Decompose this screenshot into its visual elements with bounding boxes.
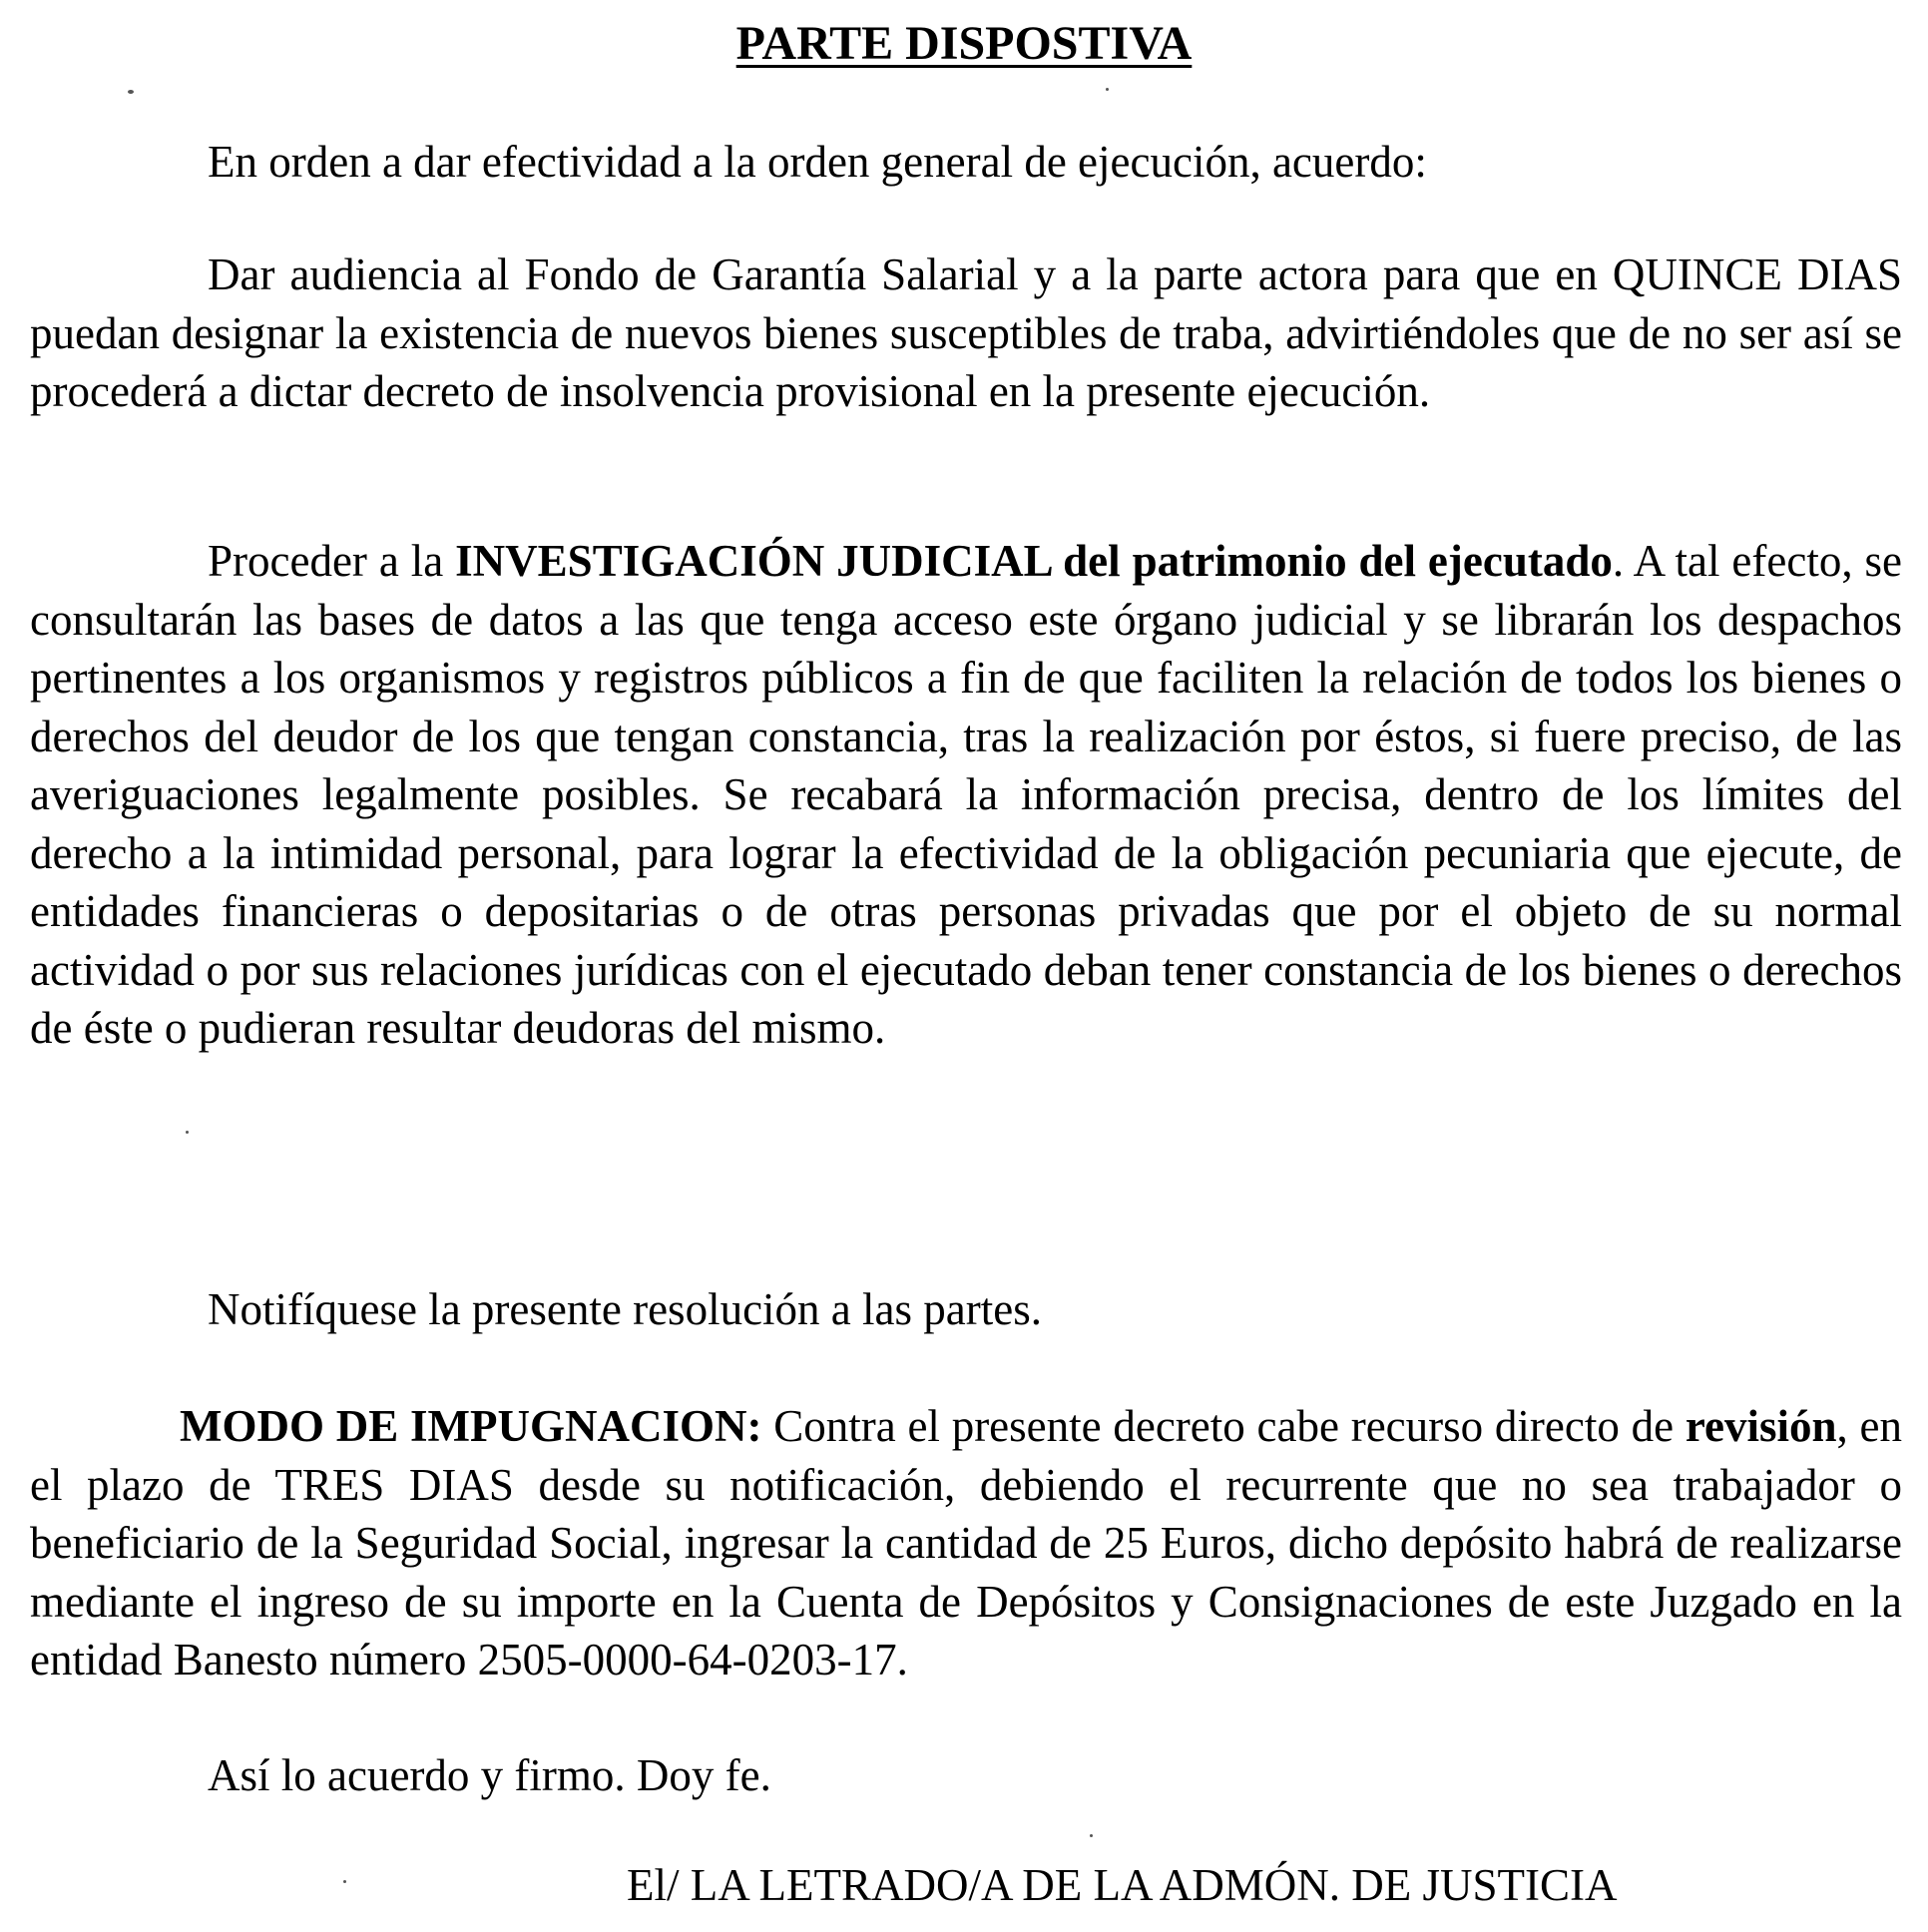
scan-speck [1106,88,1109,91]
investigacion-lead: Proceder a la [208,536,456,586]
paragraph-firmo: Así lo acuerdo y firmo. Doy fe. [208,1750,771,1800]
signature-line: El/ LA LETRADO/A DE LA ADMÓN. DE JUSTICIA [627,1860,1618,1910]
paragraph-investigacion [30,532,1902,1058]
impugnacion-text-b: , en el plazo de TRES DIAS desde su notificación, debiendo el recurrente que no sea trabajador o beneficiario de la Seguridad Social, ingresar la cantidad de 25 Euros, dicho depósito habrá de realizarse mediante el ingreso de su importe en la Cuenta de Depósitos y Consignaciones de este Juzgado en la entidad Banesto número 2505-0000-64-0203-17. [30,1401,1902,1685]
paragraph-impugnacion [30,1397,1902,1690]
title-text: PARTE DISPOSTIVA [735,17,1193,70]
scan-speck [186,1131,189,1134]
scan-speck [343,1880,346,1883]
document-title [0,14,1928,74]
scan-speck [128,90,134,94]
paragraph-audiencia: Dar audiencia al Fondo de Garantía Salarial y a la parte actora para que en QUINCE DIAS puedan designar la existencia de nuevos bienes susceptibles de traba, advirtiéndoles que de no ser así se procederá a dictar decreto de insolvencia provisional en la presente ejecución. [30,249,1902,416]
scan-speck [1090,1834,1093,1837]
impugnacion-revision: revisión [1685,1401,1837,1451]
impugnacion-text-a: Contra el presente decreto cabe recurso directo de [761,1401,1686,1451]
impugnacion-heading: MODO DE IMPUGNACION: [180,1401,762,1451]
investigacion-bold: INVESTIGACIÓN JUDICIAL del patrimonio del ejecutado [455,536,1613,586]
investigacion-rest: . A tal efecto, se consultarán las bases de datos a las que tenga acceso este órgano judicial y se librarán los despachos pertinentes a los organismos y registros públicos a fin de que faciliten la relación de todos los bienes o derechos del deudor de los que tengan constancia, tras la realización por éstos, si fuere preciso, de las averiguaciones legalmente posibles. Se recabará la información precisa, dentro de los límites del derecho a la intimidad personal, para lograr la efectividad de la obligación pecuniaria que ejecute, de entidades financieras o depositarias o de otras personas privadas que por el objeto de su normal actividad o por sus relaciones jurídicas con el ejecutado deban tener constancia de los bienes o derechos de éste o pudieran resultar deudoras del mismo. [30,536,1902,1053]
paragraph-notifiquese: Notifíquese la presente resolución a las partes. [208,1284,1042,1334]
paragraph-intro: En orden a dar efectividad a la orden general de ejecución, acuerdo: [208,137,1427,187]
